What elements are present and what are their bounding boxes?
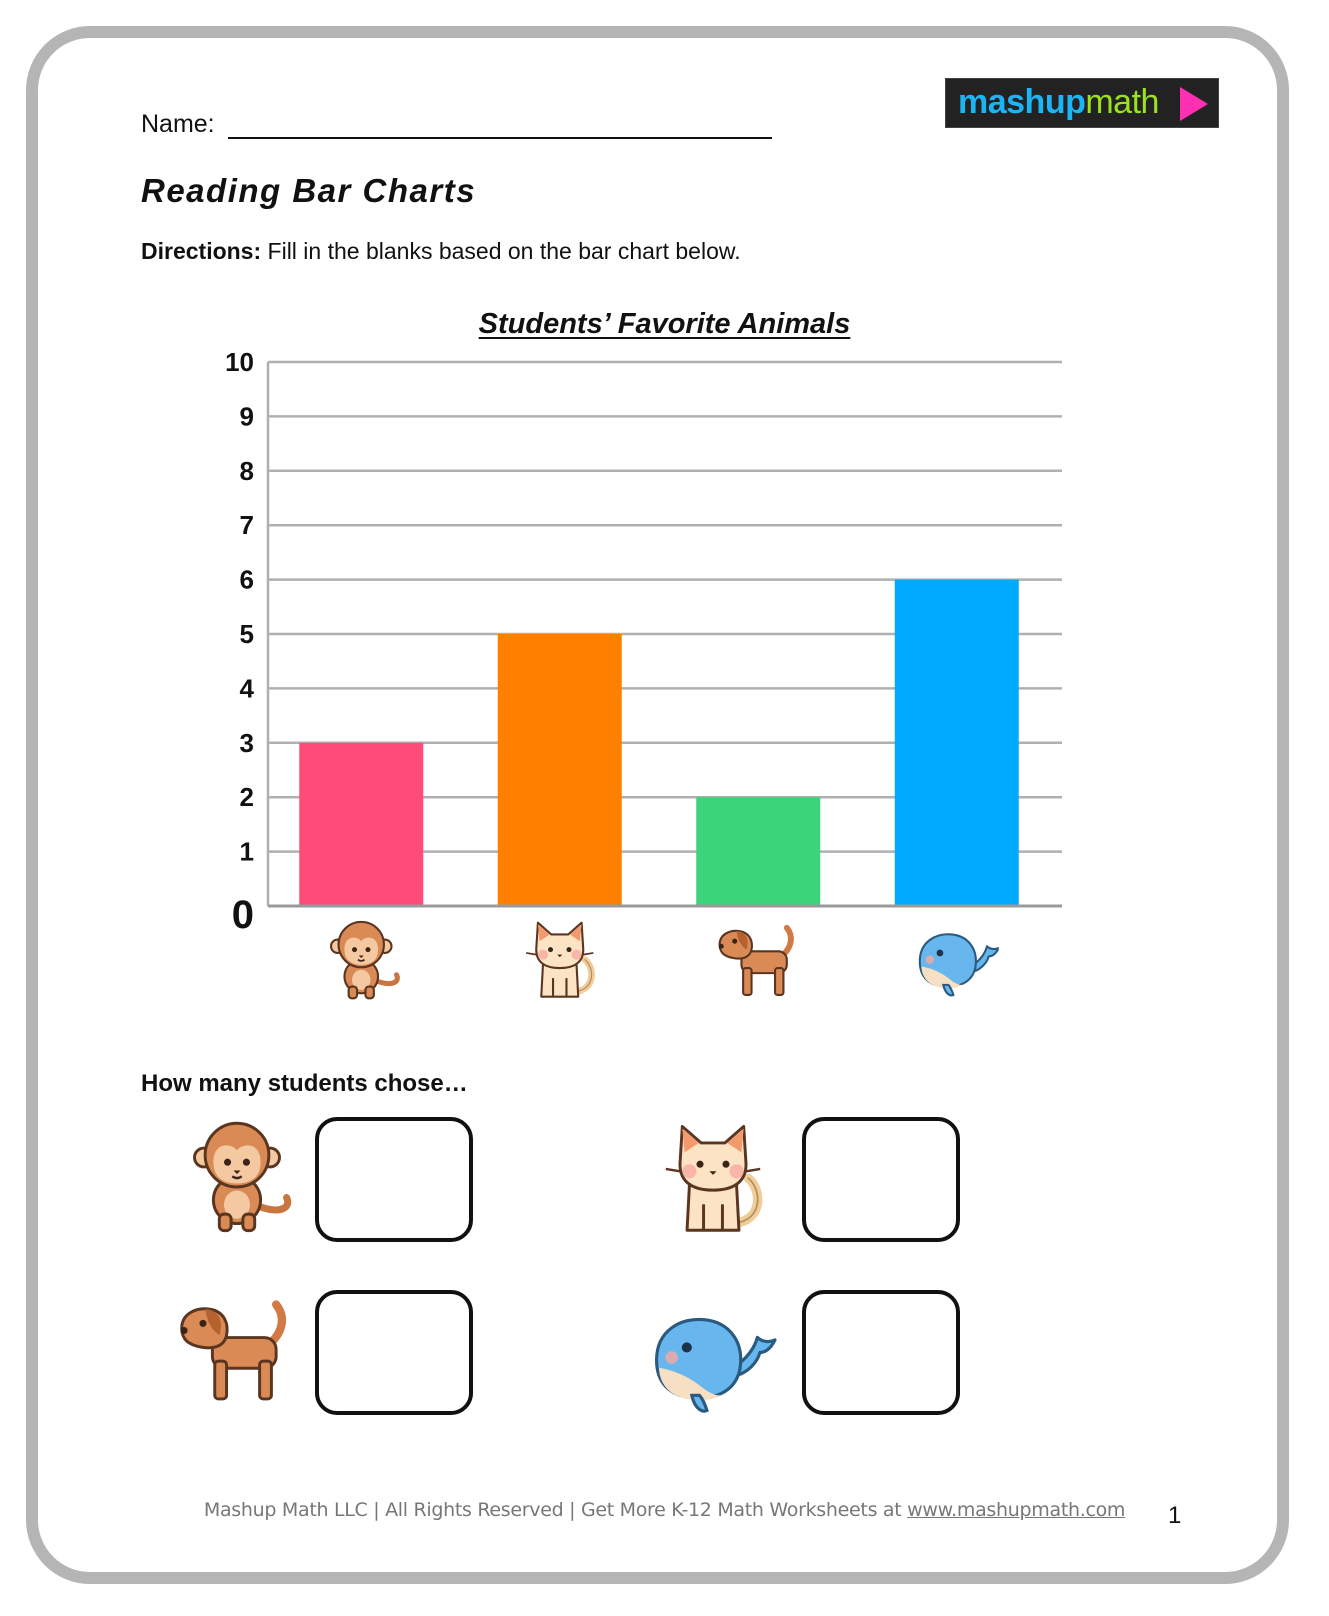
footer xyxy=(0,1499,1329,1521)
page-number: 1 xyxy=(1168,1502,1182,1529)
y-tick-label: 4 xyxy=(239,673,254,704)
footer-text: Mashup Math LLC | All Rights Reserved | Get More K-12 Math Worksheets at xyxy=(203,1499,908,1521)
y-tick-label: 6 xyxy=(239,564,254,595)
y-tick-label: 0 xyxy=(231,893,254,937)
y-tick-label: 9 xyxy=(239,401,254,432)
monkey-icon xyxy=(178,1112,296,1236)
y-tick-label: 1 xyxy=(239,836,254,867)
question-prompt: How many students chose… xyxy=(141,1070,468,1097)
worksheet-title: Reading Bar Charts xyxy=(141,172,477,209)
cat-icon xyxy=(526,923,593,997)
dog-icon xyxy=(174,1288,298,1406)
footer-link[interactable]: www.mashupmath.com xyxy=(907,1499,1126,1521)
answer-box-cat[interactable] xyxy=(802,1117,960,1242)
logo-text-part1: mashup xyxy=(958,83,1086,121)
logo-text-part2: math xyxy=(1085,83,1159,121)
answer-box-monkey[interactable] xyxy=(315,1117,473,1242)
y-tick-label: 5 xyxy=(239,619,254,649)
answer-box-whale[interactable] xyxy=(802,1290,960,1415)
dog-icon xyxy=(719,928,791,995)
whale-icon xyxy=(920,934,999,995)
y-tick-label: 8 xyxy=(239,455,254,486)
monkey-icon xyxy=(331,922,397,998)
whale-icon xyxy=(644,1292,780,1418)
chart-title: Students’ Favorite Animals xyxy=(478,308,851,340)
cat-icon xyxy=(654,1112,772,1240)
answer-box-dog[interactable] xyxy=(315,1290,473,1415)
y-tick-label: 3 xyxy=(239,727,254,758)
bar xyxy=(895,580,1019,905)
bar xyxy=(498,634,622,905)
y-tick-label: 10 xyxy=(225,347,254,377)
name-label: Name: xyxy=(141,110,215,138)
directions-label: Directions: xyxy=(141,238,262,264)
y-tick-label: 7 xyxy=(239,510,254,541)
y-tick-label: 2 xyxy=(239,782,254,813)
bar xyxy=(299,743,423,905)
bar xyxy=(696,797,820,904)
directions-text: Fill in the blanks based on the bar chart below. xyxy=(267,238,741,264)
